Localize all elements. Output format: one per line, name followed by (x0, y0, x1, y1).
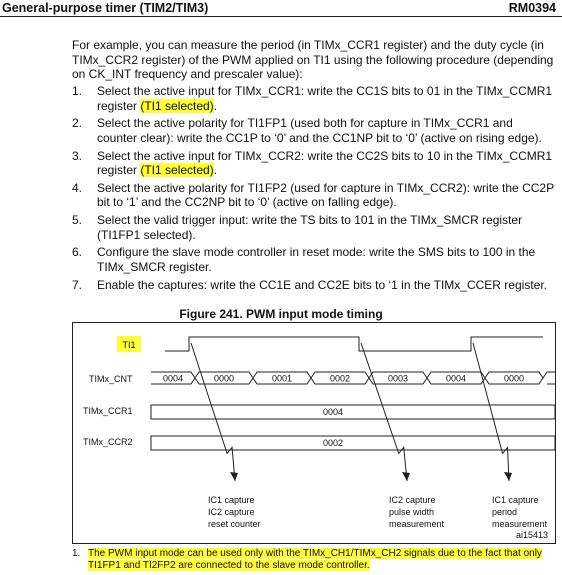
capture-annotation: IC1 capture (492, 495, 539, 505)
procedure-step (72, 116, 556, 145)
footnote-text: The PWM input mode can be used only with the TIMx_CH1/TIMx_CH2 signals due to the fact that only TI1FP1 and TI2FP2 are connected to the slave mode controller. (88, 548, 542, 571)
capture-arrow-head (230, 472, 238, 481)
capture-annotation: measurement (492, 519, 548, 529)
cnt-bus-tail (543, 372, 555, 378)
step-number: 1. (72, 84, 83, 98)
section-title: General-purpose timer (TIM2/TIM3) (2, 1, 209, 15)
cnt-value: 0003 (387, 373, 409, 384)
step-highlight: (TI1 selected) (140, 163, 214, 178)
capture-arrow-head (504, 472, 512, 481)
footnote-text-block (72, 548, 556, 572)
capture-annotation: pulse width (389, 507, 435, 517)
step-number: 5. (72, 213, 83, 228)
capture-arrow (361, 343, 407, 481)
cnt-value: 0000 (503, 373, 525, 384)
cnt-value: 0001 (271, 373, 293, 384)
capture-arrow (191, 343, 235, 481)
capture-annotation: IC2 capture (208, 507, 255, 517)
capture-annotation: reset counter (208, 519, 261, 529)
figure-title: Figure 241. PWM input mode timing (179, 307, 383, 321)
ccr2-label: TIMx_CCR2 (83, 437, 133, 447)
capture-annotation: period (492, 507, 518, 517)
step-number: 2. (72, 116, 83, 131)
ti1-label: TI1 (122, 340, 136, 350)
capture-annotation: IC1 capture (208, 495, 255, 505)
cnt-value: 0000 (213, 373, 235, 384)
procedure-step (72, 181, 556, 210)
step-text: Configure the slave mode controller in reset mode: write the SMS bits to 100 in the TIMx_SMCR register. (97, 245, 536, 274)
cnt-value: 0004 (162, 373, 184, 384)
ccr1-label: TIMx_CCR1 (83, 406, 133, 416)
cnt-label: TIMx_CNT (89, 374, 133, 384)
footnote (72, 548, 556, 572)
step-text: Select the valid trigger input: write the TS bits to 101 in the TIMx_SMCR register (TI1FP1 selected). (97, 213, 523, 242)
step-highlight: (TI1 selected) (140, 98, 214, 113)
step-number: 4. (72, 180, 83, 195)
procedure-step (72, 84, 556, 113)
step-text: Select the active input for TIMx_CCR2: write the CC2S bits to 10 in the TIMx_CCMR1 register (TI1 selected). (97, 148, 553, 178)
procedure-step (72, 213, 556, 242)
procedure-step (72, 278, 556, 293)
intro-paragraph: For example, you can measure the period (in TIMx_CCR1 register) and the duty cycle (in TIMx_CCR2 register) of the PWM applied on TI1 using the following procedure (depending on CK_INT frequency and prescaler value): (72, 38, 554, 81)
ccr1-value: 0004 (322, 407, 344, 417)
cnt-value: 0002 (329, 373, 351, 384)
procedure-list (72, 84, 556, 296)
capture-arrow (473, 343, 509, 481)
step-text: Select the active polarity for TI1FP1 (used both for capture in TIMx_CCR1 and counter clear): write the CC1P to ‘0’ and the CC1NP bit to ‘0’ (active on rising edge). (97, 116, 542, 145)
timing-diagram (72, 322, 556, 544)
step-text: Enable the captures: write the CC1E and CC2E bits to ‘1 in the TIMx_CCER register. (97, 277, 547, 292)
ccr2-bus (151, 436, 555, 450)
doc-reference: RM0394 (508, 1, 556, 15)
capture-arrow-head (402, 472, 410, 481)
footnote-number: 1. (72, 548, 81, 559)
procedure-step (72, 149, 556, 178)
cnt-value: 0004 (445, 373, 467, 384)
ti1-waveform (165, 337, 543, 351)
step-text: Select the active polarity for TI1FP2 (used for capture in TIMx_CCR2): write the CC2P bit to ‘1’ and the CC2NP bit to ‘0’ (active on falling edge). (97, 180, 554, 210)
ccr2-value: 0002 (322, 438, 344, 448)
step-number: 6. (72, 245, 83, 260)
capture-annotation: IC2 capture (389, 495, 436, 505)
timing-diagram-svg (73, 323, 557, 545)
step-text: Select the active input for TIMx_CCR1: write the CC1S bits to 01 in the TIMx_CCMR1 register (TI1 selected). (97, 84, 553, 113)
page-header (0, 0, 562, 17)
step-number: 7. (72, 277, 83, 292)
procedure-step (72, 245, 556, 274)
step-number: 3. (72, 148, 83, 163)
capture-annotation: measurement (389, 519, 445, 529)
figure-reference: ai15413 (515, 530, 548, 540)
